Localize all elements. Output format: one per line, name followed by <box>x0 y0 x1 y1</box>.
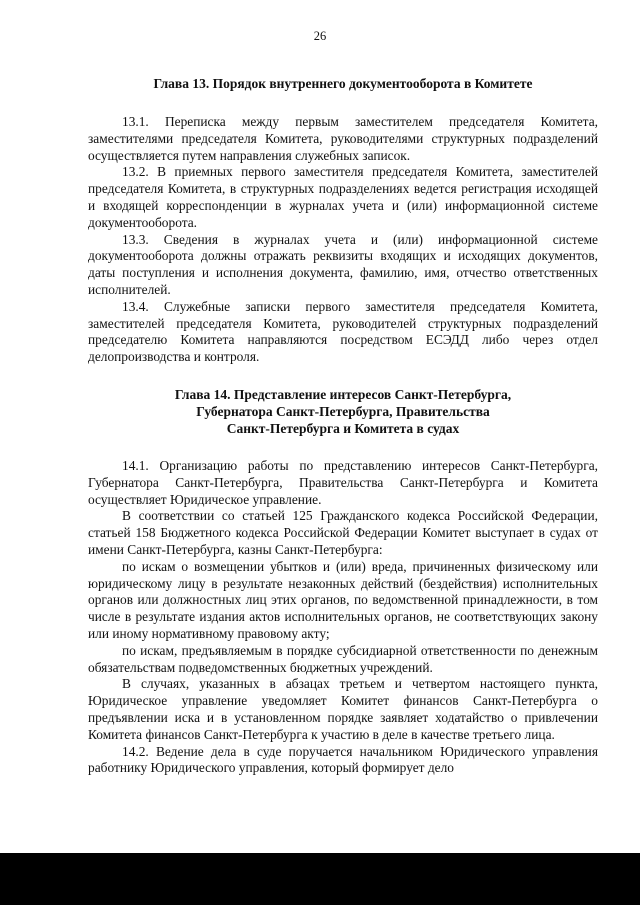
paragraph-14-1-notification: В случаях, указанных в абзацах третьем и четвертом настоящего пункта, Юридическое управление уведомляет Комитет финансов Санкт-Петербурга о предъявлении иска и в установленном порядке заявляет ходатайство о привлечении Комитета финансов Санкт-Петербурга к участию в деле в качестве третьего лица. <box>88 676 598 742</box>
chapter-13-heading: Глава 13. Порядок внутреннего документооборота в Комитете <box>153 76 533 91</box>
paragraph-14-1-legal-basis: В соответствии со статьей 125 Гражданского кодекса Российской Федерации, статьей 158 Бюджетного кодекса Российской Федерации Комитет выступает в судах от имени Санкт-Петербурга, казны Санкт-Петербурга: <box>88 508 598 557</box>
chapter-14-heading <box>88 386 598 437</box>
chapter-14-heading-line: Глава 14. Представление интересов Санкт-Петербурга, <box>174 386 512 402</box>
page-number: 26 <box>313 29 327 43</box>
page-content <box>88 58 598 777</box>
scan-bottom-border <box>0 853 640 905</box>
paragraph-13-1: 13.1. Переписка между первым заместителем председателя Комитета, заместителями председателя Комитета, руководителями структурных подразделений осуществляется путем направления служебных записок. <box>88 114 598 163</box>
chapter-14-heading-line: Губернатора Санкт-Петербурга, Правительства <box>196 403 490 419</box>
chapter-14-heading-line: Санкт-Петербурга и Комитета в судах <box>226 420 460 436</box>
paragraph-14-1: 14.1. Организацию работы по представлению интересов Санкт-Петербурга, Губернатора Санкт-Петербурга, Правительства Санкт-Петербурга и Комитета осуществляет Юридическое управление. <box>88 457 598 507</box>
paragraph-14-1-subsidiary-claims: по искам, предъявляемым в порядке субсидиарной ответственности по денежным обязательствам подведомственных бюджетных учреждений. <box>88 642 598 675</box>
paragraph-14-1-damages-claims: по искам о возмещении убытков и (или) вреда, причиненных физическому или юридическому лицу в результате незаконных действий (бездействия) исполнительных органов или должностных лиц этих органов, по ведомственной принадлежности, в том числе в результате издания актов исполнительных органов, не соответствующих закону или иному нормативному правовому акту; <box>88 558 598 641</box>
paragraph-13-3: 13.3. Сведения в журналах учета и (или) информационной системе документооборота должны отражать реквизиты входящих и исходящих документов, даты поступления и исполнения документа, фамилию, имя, отчество ответственных исполнителей. <box>88 231 598 297</box>
paragraph-13-2: 13.2. В приемных первого заместителя председателя Комитета, заместителей председателя Комитета, в структурных подразделениях ведется регистрация исходящей и входящей корреспонденции в журналах учета и (или) информационной системе документооборота. <box>88 164 598 230</box>
paragraph-13-4: 13.4. Служебные записки первого заместителя председателя Комитета, заместителей председателя Комитета, руководителей структурных подразделений председателю Комитета направляются посредством ЕСЭДД либо через отдел делопроизводства и контроля. <box>88 298 598 365</box>
paragraph-14-2: 14.2. Ведение дела в суде поручается начальником Юридического управления работнику Юридического управления, который формирует дело <box>88 743 598 776</box>
